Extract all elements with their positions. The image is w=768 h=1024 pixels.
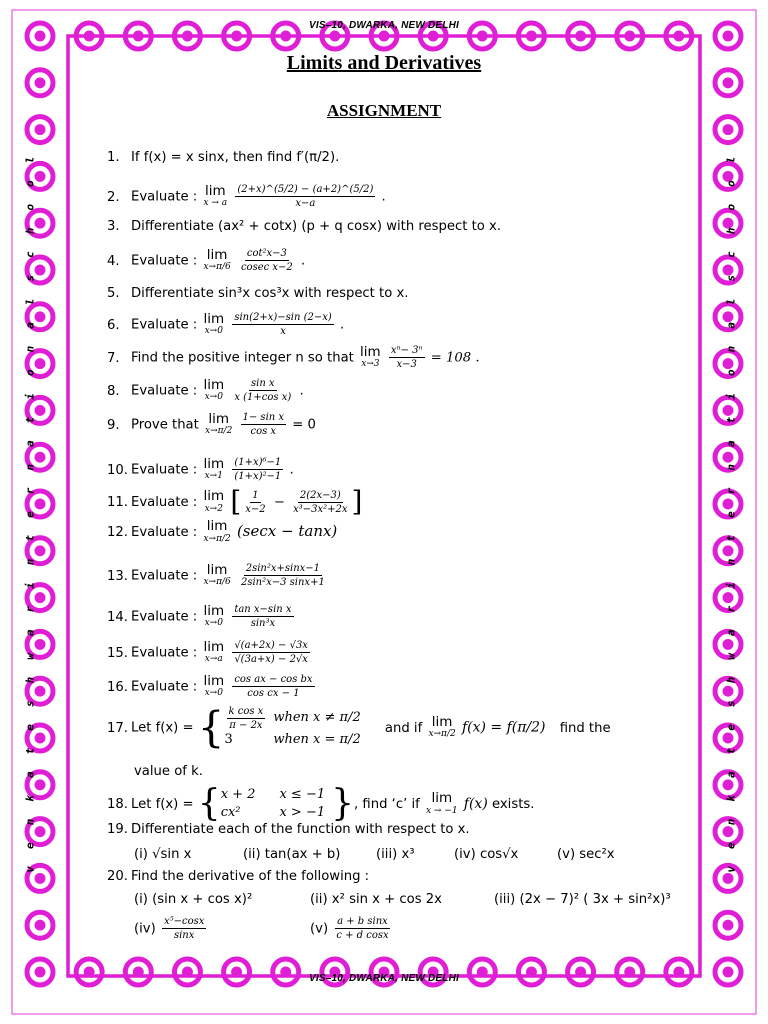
question-13: 13. Evaluate : lim x→π/6 $\frac{\text{2sin²x+sinx−1}}{\text{2sin²x−3 sinx+1}}$: [107, 561, 325, 588]
border-dot: [723, 920, 734, 931]
question-20-part-2: (ii) x² sin x + cos 2x: [310, 892, 442, 907]
question-18: 18. Let f(x) = { x + 2 x ≤ −1 cx² x > −1 }, find ‘c’ if lim x → −1 f(x) exists.: [107, 783, 535, 825]
border-dot: [35, 873, 46, 884]
question-14: 14. Evaluate : lim x→0 $\frac{\text{tan x−sin x}}{\text{sin³x}}$: [107, 602, 292, 629]
question-17: 17. Let f(x) = { $\frac{\text{k cos x}}{\pi - 2x}$ when x ≠ π/2 3 when x = π/2 and if lim x→π/2 f(x) = f(π/2) find the: [107, 702, 611, 752]
question-11: 11. Evaluate : lim x→2 [ $\frac{1}{x-2}$ − $\frac{2(2x-3)}{\text{x³−3x²+2x}}$ ]: [107, 485, 363, 518]
question-20-part-3: (iii) (2x − 7)² ( 3x + sin²x)³: [494, 892, 671, 907]
question-12: 12. Evaluate : lim x→π/2 (secx − tanx): [107, 518, 338, 544]
question-15: 15. Evaluate : lim x→a $\frac{√(a+2x) - √3x}{√(3a+x) - 2√x}$: [107, 638, 308, 665]
page-title: Limits and Derivatives: [286, 52, 482, 74]
question-4: 4. Evaluate : lim x→π/6 $\frac{\text{cot²x−3}}{\text{cosec x−2}}$ .: [107, 246, 306, 273]
border-dot: [280, 31, 291, 42]
question-8: 8. Evaluate : lim x→0 $\frac{\text{sin x}}{\text{x (1+cos x)}}$ .: [107, 376, 304, 403]
question-6: 6. Evaluate : lim x→0 $\frac{\sin(2+x)-\sin (2-x)}{x}$ .: [107, 310, 345, 337]
question-20-part-5: (v) $\frac{\text{a + b sinx}}{\text{c + d cosx}}$: [310, 916, 389, 941]
border-dot: [477, 31, 488, 42]
school-header: VIS–10, DWARKA, NEW DELHI: [308, 20, 460, 31]
question-19: 19. Differentiate each of the function with respect to x.: [107, 822, 470, 837]
border-dot: [723, 31, 734, 42]
border-dot: [575, 31, 586, 42]
question-19-part-2: (ii) tan(ax + b): [243, 847, 341, 862]
question-20-part-4: (iv) $\frac{\text{x⁵−cosx}}{\sin x}$: [134, 916, 205, 941]
question-20: 20. Find the derivative of the following :: [107, 869, 370, 884]
border-dot: [723, 77, 734, 88]
border-dot: [35, 77, 46, 88]
question-16: 16. Evaluate : lim x→0 $\frac{\text{cos ax − cos bx}}{\text{cos cx − 1}}$: [107, 672, 313, 699]
border-dot: [428, 31, 439, 42]
question-3: 3. Differentiate (ax² + cotx) (p + q cosx) with respect to x.: [107, 219, 502, 234]
question-2: 2. Evaluate : lim x → a $\frac{(2+x)\^{}(5/2) - (a+2)\^{}(5/2)}{x-a}$ .: [107, 182, 386, 209]
question-19-part-5: (v) sec²x: [557, 847, 615, 862]
question-9: 9. Prove that lim x→π/2 $\frac{\text{1− sin x}}{\text{cos x}}$ = 0: [107, 410, 316, 437]
border-dot: [624, 31, 635, 42]
border-dot: [329, 31, 340, 42]
question-19-part-1: (i) √sin x: [134, 847, 192, 862]
border-dot: [723, 124, 734, 135]
border-dot: [673, 31, 684, 42]
border-dot: [182, 31, 193, 42]
question-19-part-3: (iii) x³: [376, 847, 415, 862]
question-7: 7. Find the positive integer n so that lim x→3 $\frac{\text{xⁿ− 3ⁿ}}{x-3}$ = 108 .: [107, 343, 480, 370]
question-17-continuation: value of k.: [134, 764, 203, 779]
question-19-part-4: (iv) cos√x: [454, 847, 519, 862]
border-dot: [35, 124, 46, 135]
page-subtitle: ASSIGNMENT: [326, 101, 442, 120]
school-footer: VIS–10, DWARKA, NEW DELHI: [308, 973, 460, 984]
border-dot: [723, 873, 734, 884]
border-dot: [84, 31, 95, 42]
question-1: 1. If f(x) = x sinx, then find f′(π/2).: [107, 150, 340, 165]
border-dot: [526, 31, 537, 42]
side-text-left: v e n k a t e s h w a r i n t e r n a t i o n a l s c h o o l: [23, 151, 37, 873]
question-10: 10. Evaluate : lim x→1 $\frac{\text{(1+x)⁶−1}}{\text{(1+x)²−1}}$ .: [107, 455, 294, 482]
border-dot: [35, 31, 46, 42]
border-dot: [231, 31, 242, 42]
border-dot: [133, 31, 144, 42]
side-text-right: v e n k a t e s h w a r i n t e r n a t i o n a l s c h o o l: [724, 151, 738, 873]
border-dot: [35, 920, 46, 931]
question-5: 5. Differentiate sin³x cos³x with respect to x.: [107, 286, 409, 301]
border-dot: [379, 31, 390, 42]
question-20-part-1: (i) (sin x + cos x)²: [134, 892, 253, 907]
